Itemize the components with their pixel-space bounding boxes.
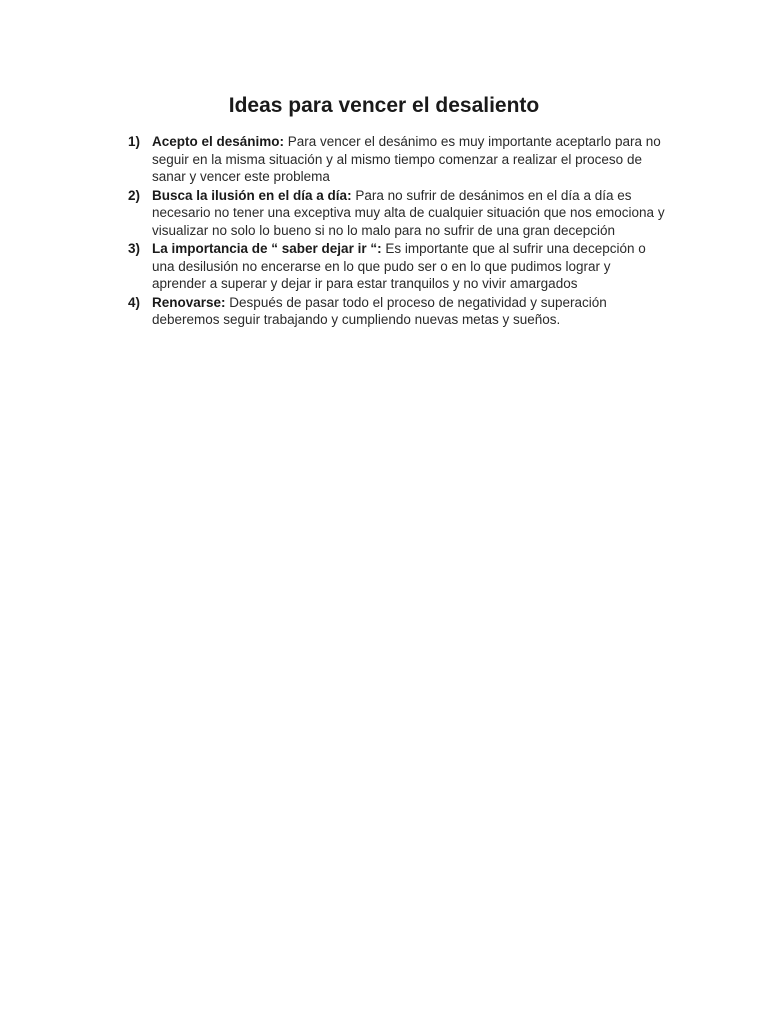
item-text: Es importante que al sufrir una decepción o una desilusión no encerarse en lo que pudo ser o en lo que pudimos lograr y aprender a superar y dejar ir para estar tranquilos y no vivir amargados xyxy=(152,241,646,291)
item-number: 3) xyxy=(128,241,141,256)
list-item xyxy=(128,240,668,293)
item-number: 4) xyxy=(128,294,141,310)
ideas-list xyxy=(128,133,668,330)
item-text: Después de pasar todo el proceso de negatividad y superación deberemos seguir trabajando y cumpliendo nuevas metas y sueños. xyxy=(152,294,607,327)
item-number: 2) xyxy=(128,187,141,203)
item-text: Para no sufrir de desánimos en el día a día es necesario no tener una exceptiva muy alta de cualquier situación que nos emociona y visualizar no solo lo bueno si no lo malo para no sufrir de una gran decepción xyxy=(152,187,665,238)
list-item xyxy=(128,133,668,186)
document-title: Ideas para vencer el desaliento xyxy=(228,94,540,117)
item-heading: Renovarse: xyxy=(152,294,226,310)
item-heading: Busca la ilusión en el día a día: xyxy=(152,187,352,203)
item-number: 1) xyxy=(128,134,141,149)
list-item xyxy=(128,187,668,240)
item-heading: La importancia de “ saber dejar ir “: xyxy=(152,241,382,256)
item-text: Para vencer el desánimo es muy importante aceptarlo para no seguir en la misma situación y al mismo tiempo comenzar a realizar el proceso de sanar y vencer este problema xyxy=(152,134,661,184)
item-heading: Acepto el desánimo: xyxy=(152,134,285,149)
list-item xyxy=(128,294,668,329)
